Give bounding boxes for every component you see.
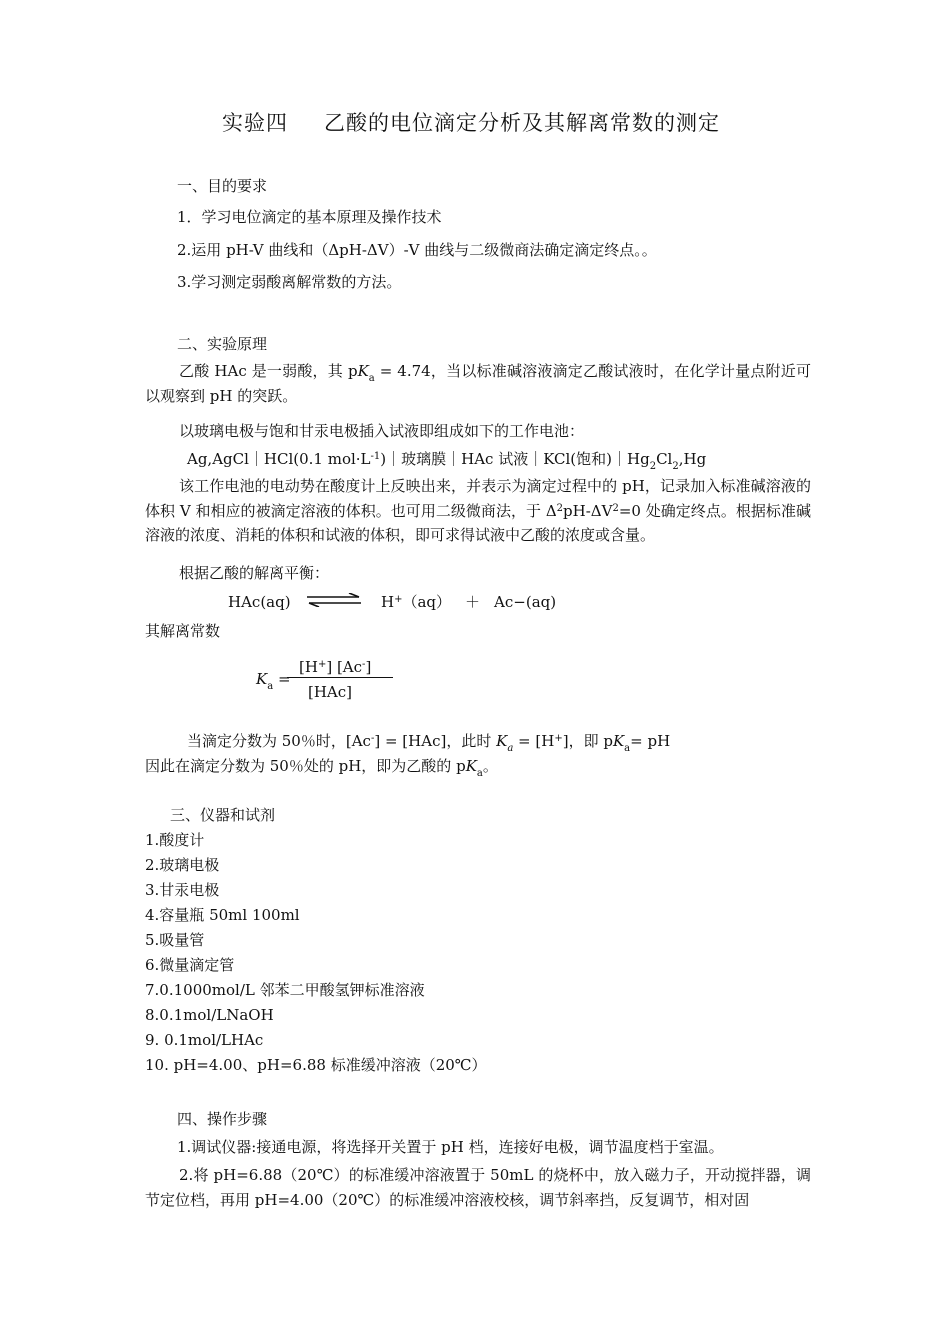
section-heading-apparatus: 三、仪器和试剂 [170, 806, 276, 824]
page-title [222, 113, 720, 133]
equilibrium-arrow-icon [305, 593, 363, 607]
principle-paragraph-6: 当滴定分数为 50％时，[Ac-] = [HAc]，此时 $K_a = [H^+]$，即 $pK_a=$ pH [187, 732, 671, 754]
equation-reactant: HAc(aq) [228, 593, 291, 611]
formula-denominator: [HAc] [308, 683, 353, 701]
experiment-number: 实验四 [222, 111, 288, 135]
equation-products: H+（aq） ＋ Ac−(aq) [381, 593, 557, 611]
formula-numerator: [H+] [Ac-] [299, 658, 372, 676]
apparatus-item: 3.甘汞电极 [145, 881, 220, 899]
section-heading-principle: 二、实验原理 [177, 335, 268, 353]
objective-item: 3.学习测定弱酸离解常数的方法。 [177, 273, 402, 291]
procedure-step-2: 2.将 pH=6.88（20℃）的标准缓冲溶液置于 50mL 的烧杯中，放入磁力子，开动搅拌器，调节定位档，再用 pH=4.00（20℃）的标准缓冲溶液校核，调节斜率挡，反复调节，相对固 [145, 1166, 811, 1209]
title-main: 乙酸的电位滴定分析及其解离常数的测定 [324, 111, 720, 135]
ka-symbol: $K_a$ = [256, 670, 291, 692]
section-heading-procedure: 四、操作步骤 [177, 1110, 268, 1128]
apparatus-item: 10. pH=4.00、pH=6.88 标准缓冲溶液（20℃） [145, 1056, 487, 1074]
procedure-step-1: 1.调试仪器:接通电源，将选择开关置于 pH 档，连接好电极，调节温度档于室温。 [177, 1138, 724, 1156]
fraction-line [287, 677, 393, 678]
principle-paragraph-3: 该工作电池的电动势在酸度计上反映出来，并表示为滴定过程中的 pH，记录加入标准碱溶液的体积 V 和相应的被滴定溶液的体积。也可用二级微商法，于 $\Delta^2pH-\Delta V^2=0$ 处确定终点。根据标准碱溶液的浓度、消耗的体积和试液的体积，即可求得试液中乙酸的浓度或含量。 [145, 477, 811, 544]
principle-paragraph-2: 以玻璃电极与饱和甘汞电极插入试液即组成如下的工作电池： [179, 422, 585, 440]
apparatus-item: 7.0.1000mol/L 邻苯二甲酸氢钾标准溶液 [145, 981, 425, 999]
section-heading-objectives: 一、目的要求 [177, 177, 268, 195]
apparatus-item: 4.容量瓶 50ml 100ml [145, 906, 300, 924]
apparatus-item: 8.0.1mol/LNaOH [145, 1006, 274, 1024]
apparatus-item: 9. 0.1mol/LHAc [145, 1031, 264, 1049]
apparatus-item: 2.玻璃电极 [145, 856, 220, 874]
objective-item: 2.运用 pH-V 曲线和（ΔpH-ΔV）-V 曲线与二级微商法确定滴定终点。。 [177, 241, 657, 259]
objective-item: 1．学习电位滴定的基本原理及操作技术 [177, 208, 442, 226]
principle-paragraph-4: 根据乙酸的解离平衡： [179, 564, 330, 582]
electrochemical-cell: Ag,AgCl｜HCl(0.1 $mol\cdot L^{-1})|$玻璃膜｜HAc 试液｜KCl(饱和)$|Hg_2Cl_2,Hg$ [187, 450, 707, 472]
apparatus-item: 5.吸量管 [145, 931, 205, 949]
dissociation-constant-label: 其解离常数 [145, 622, 221, 640]
apparatus-item: 6.微量滴定管 [145, 956, 235, 974]
principle-paragraph-7: 因此在滴定分数为 50％处的 pH，即为乙酸的 $pK_a$。 [145, 757, 498, 779]
apparatus-item: 1.酸度计 [145, 831, 205, 849]
principle-paragraph-1: 乙酸 HAc 是一弱酸，其 $pK_a = 4.74$，当以标准碱溶液滴定乙酸试液时，在化学计量点附近可以观察到 pH 的突跃。 [145, 362, 811, 405]
